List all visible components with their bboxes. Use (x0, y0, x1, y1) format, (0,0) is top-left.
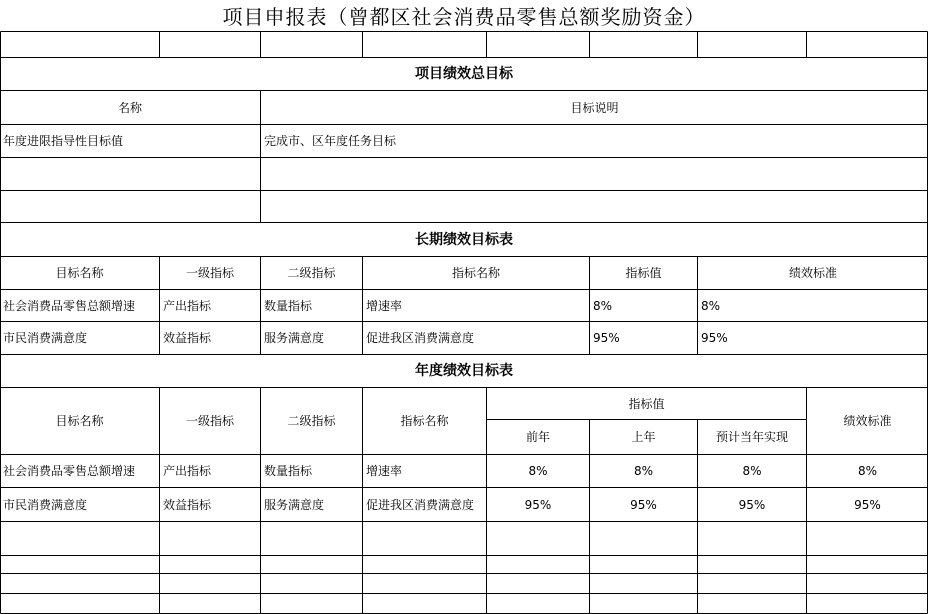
annual-row-2-indicator: 促进我区消费满意度 (366, 497, 475, 512)
annual-row-1-expected: 8% (742, 464, 762, 478)
annual-row-2-prev-prev-year: 95% (524, 497, 552, 512)
annual-row-1-target: 社会消费品零售总额增速 (3, 464, 136, 478)
annual-header-indicator-value: 指标值 (628, 396, 665, 411)
long-row-1-target: 社会消费品零售总额增速 (3, 298, 136, 313)
annual-row-2-expected: 95% (738, 497, 766, 512)
annual-row-1-prev-prev-year: 8% (528, 464, 548, 478)
annual-row-2-target: 市民消费满意度 (3, 497, 88, 512)
long-header-level1: 一级指标 (185, 266, 234, 280)
annual-row-2-level2: 服务满意度 (264, 497, 325, 512)
column-header-target-desc: 目标说明 (570, 100, 619, 115)
long-row-1-level1: 产出指标 (163, 298, 212, 313)
long-row-1-indicator: 增速率 (366, 298, 403, 313)
long-header-standard: 绩效标准 (788, 266, 837, 280)
annual-header-indicator-name: 指标名称 (400, 414, 449, 428)
annual-header-target-name: 目标名称 (55, 414, 104, 428)
long-row-2-indicator: 促进我区消费满意度 (366, 331, 475, 345)
annual-row-1-last-year: 8% (633, 464, 654, 478)
long-header-indicator-value: 指标值 (625, 266, 662, 280)
column-header-name: 名称 (117, 100, 142, 115)
total-row-name: 年度进限指导性目标值 (3, 134, 124, 148)
annual-row-2-level1: 效益指标 (163, 497, 212, 512)
long-row-1-value: 8% (593, 298, 613, 313)
section-heading-total: 项目绩效总目标 (415, 66, 513, 82)
section-heading-long-term: 长期绩效目标表 (415, 231, 513, 248)
long-header-level2: 二级指标 (287, 266, 336, 280)
annual-subheader-prev-prev-year: 前年 (525, 430, 550, 444)
long-row-2-level1: 效益指标 (163, 331, 212, 345)
long-row-2-value: 95% (593, 331, 620, 345)
annual-row-1-level1: 产出指标 (163, 464, 212, 478)
annual-header-standard: 绩效标准 (843, 414, 892, 428)
long-row-2-level2: 服务满意度 (264, 331, 325, 345)
annual-row-1-standard: 8% (857, 464, 878, 478)
annual-subheader-expected-this-year: 预计当年实现 (715, 430, 788, 444)
annual-header-level1: 一级指标 (185, 414, 234, 428)
annual-row-2-last-year: 95% (630, 497, 657, 512)
annual-row-1-indicator: 增速率 (366, 464, 403, 478)
page-title: 项目申报表（曾都区社会消费品零售总额奖励资金） (222, 5, 706, 29)
annual-row-2-standard: 95% (854, 497, 881, 512)
long-row-1-standard: 8% (701, 298, 721, 313)
long-header-indicator-name: 指标名称 (451, 266, 500, 280)
long-row-2-standard: 95% (701, 331, 728, 345)
annual-subheader-last-year: 上年 (631, 430, 656, 444)
total-row-desc: 完成市、区年度任务目标 (264, 134, 397, 148)
long-header-target-name: 目标名称 (55, 266, 104, 280)
long-row-1-level2: 数量指标 (264, 298, 313, 313)
long-row-2-target: 市民消费满意度 (3, 331, 88, 345)
annual-header-level2: 二级指标 (287, 414, 336, 428)
section-heading-annual: 年度绩效目标表 (415, 363, 513, 379)
annual-row-1-level2: 数量指标 (264, 464, 313, 478)
